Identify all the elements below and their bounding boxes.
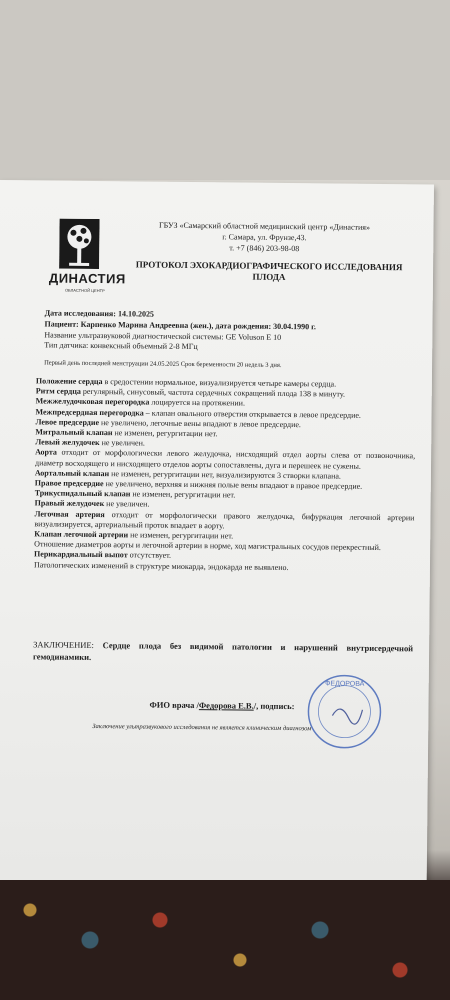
carpet-background — [0, 880, 450, 1000]
finding-item: Аорта отходит от морфологически левого желудочка, нисходящий отдел аорты слева от позвоночника, диаметр восходящего и нисходящего отделов аорты сопоставлены, дуга и перешеек не сужены. — [34, 447, 416, 471]
conclusion-label: ЗАКЛЮЧЕНИЕ: — [33, 639, 94, 651]
conclusion — [33, 638, 413, 666]
findings-list — [34, 376, 416, 574]
finding-item: Перикардиальный выпот отсутствует. — [34, 549, 172, 561]
doctor-name: Федорова Е.В. — [198, 700, 254, 711]
protocol-document — [0, 180, 434, 885]
finding-item: Положение сердца в средостении нормальное, визуализируется четыре камеры сердца. — [35, 376, 337, 389]
finding-item: Митральный клапан не изменен, регургитации нет. — [35, 427, 218, 439]
clinic-logo — [48, 219, 126, 300]
finding-item: Аортальный клапан не изменен, регургитации нет, визуализируются 3 створки клапана. — [34, 468, 341, 481]
doctor-stamp-icon — [304, 671, 385, 752]
finding-item: Межпредсердная перегородка – клапан овального отверстия открывается в левое предсердие. — [35, 406, 361, 420]
finding-item: Клапан легочной артерии не изменен, регургитации нет. — [34, 529, 234, 541]
system-line: Название ультразвуковой диагностической системы: GE Voluson E 10 — [44, 330, 282, 342]
doctor-label: ФИО врача / — [149, 699, 199, 711]
tree-logo-icon — [59, 219, 100, 269]
background-surface — [0, 0, 450, 180]
organization-name: ГБУЗ «Самарский областной медицинский центр «Династия» — [159, 220, 371, 232]
organization-header — [129, 219, 399, 255]
logo-name: ДИНАСТИЯ — [48, 270, 126, 287]
finding-item: Ритм сердца регулярный, синусовый, частота сердечных сокращений плода 138 в минуту. — [35, 386, 346, 399]
conclusion-text: Сердце плода без видимой патологии и нарушений внутрисердечной гемодинамики. — [32, 640, 414, 662]
menstruation-line: Первый день последней менструации 24.05.2025 Срок беременности 20 недель 3 дня. — [44, 359, 282, 369]
organization-phone: т. +7 (846) 203-98-08 — [229, 243, 300, 254]
finding-item: Левое предсердие не увеличено, легочные вены впадают в левое предсердие. — [35, 417, 302, 429]
document-title: ПРОТОКОЛ ЭХОКАРДИОГРАФИЧЕСКОГО ИССЛЕДОВАНИЯ ПЛОДА — [135, 259, 403, 282]
signature-label: /, подпись: — [253, 700, 295, 712]
probe-line: Тип датчика: конвексный объемный 2-8 МГц — [44, 340, 198, 352]
finding-item: Отношение диаметров аорты и легочной артерии в норме, ход магистральных сосудов перекрестный. — [34, 539, 381, 553]
finding-item: Правое предсердие не увеличено, верхняя и нижняя полые вены впадают в правое предсердие. — [34, 478, 363, 491]
exam-date-label: Дата исследования: — [44, 308, 117, 319]
logo-subtitle: ОБЛАСТНОЙ ЦЕНТР — [64, 287, 105, 294]
patient-label: Пациент: — [44, 319, 79, 329]
finding-item: Патологических изменений в структуре миокарда, эндокарда не выявлено. — [33, 560, 289, 572]
finding-item: Правый желудочек не увеличен. — [34, 498, 150, 510]
organization-address: г. Самара, ул. Фрунзе,43. — [222, 232, 307, 243]
disclaimer-footnote: Заключение ультразвукового исследования не является клиническим диагнозом — [92, 722, 312, 733]
patient-value: Карпенко Марина Андреевна (жен.), дата рождения: 30.04.1990 г. — [80, 319, 316, 332]
finding-item: Легочная артерия отходит от морфологически правого желудочка, бифуркация легочной артерии визуализируется, артериальный проток впадает в аорту. — [34, 509, 415, 531]
exam-date-value: 14.10.2025 — [117, 309, 155, 319]
stamp-text: ФЕДОРОВА — [325, 680, 365, 688]
finding-item: Левый желудочек не увеличен. — [35, 437, 145, 448]
finding-item: Трикуспидальный клапан не изменен, регургитации нет. — [34, 488, 236, 500]
finding-item: Межжелудочковая перегородка лоцируется на протяжении. — [35, 396, 246, 408]
